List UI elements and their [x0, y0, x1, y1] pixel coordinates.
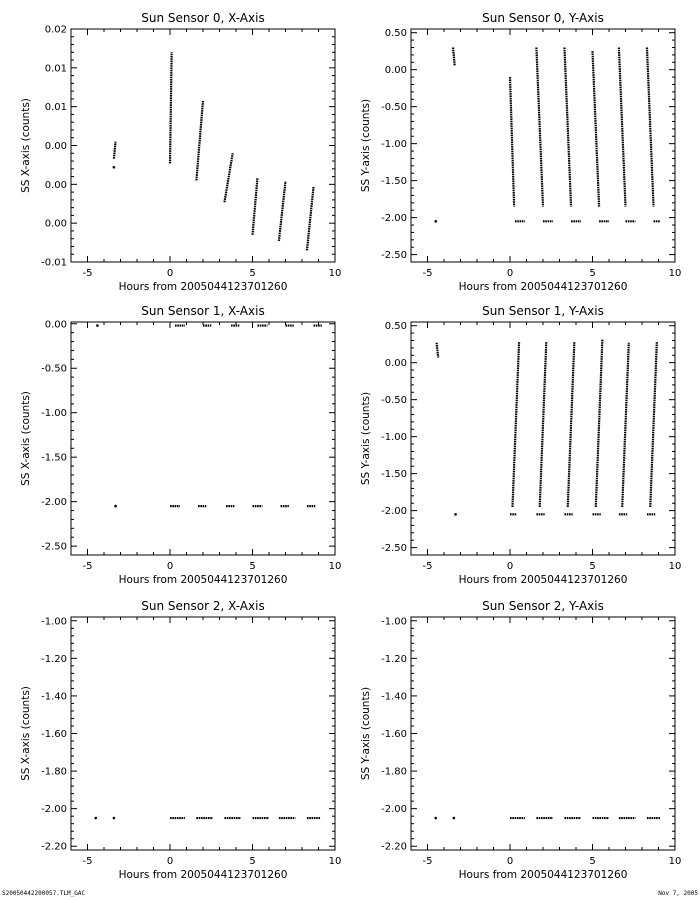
y-axis-label: SS Y-axis (counts) [360, 686, 372, 781]
data-point [94, 817, 97, 820]
y-axis-label: SS Y-axis (counts) [360, 98, 372, 193]
y-tick-label: -0.01 [41, 257, 67, 269]
y-axis-label: SS X-axis (counts) [20, 391, 32, 486]
y-tick-label: 0.01 [44, 63, 67, 75]
x-tick-label: 5 [249, 561, 256, 572]
x-tick-label: 5 [589, 561, 596, 572]
x-tick-label: 0 [166, 268, 174, 279]
y-tick-label: 0.02 [44, 24, 67, 36]
x-tick-label: 10 [668, 561, 682, 572]
data-point [453, 817, 456, 820]
x-tick-label: -5 [82, 561, 93, 572]
data-segment [593, 51, 600, 206]
data-segment [437, 343, 439, 358]
data-segment [596, 339, 603, 507]
y-axis-label: SS X-axis (counts) [20, 686, 32, 781]
y-tick-label: 0.00 [384, 65, 407, 77]
y-tick-label: 0.00 [384, 358, 407, 370]
chart-title: Sun Sensor 0, X-Axis [141, 11, 265, 25]
y-tick-label: -1.80 [381, 766, 407, 778]
data-segment [510, 77, 514, 206]
data-segment [196, 100, 203, 180]
data-segment [307, 187, 314, 251]
x-axis-label: Hours from 2005044123701260 [118, 281, 288, 293]
plot-frame [71, 29, 335, 262]
x-tick-label: 0 [506, 856, 514, 867]
y-tick-label: -2.00 [381, 804, 407, 816]
chart-panel-1 [360, 11, 681, 293]
data-segment [453, 47, 455, 65]
y-tick-label: -1.20 [41, 653, 67, 665]
plot-frame [71, 617, 335, 850]
data-segment [564, 47, 571, 206]
plot-frame [411, 322, 675, 555]
y-tick-label: -2.00 [381, 506, 407, 518]
y-tick-label: -2.00 [381, 213, 407, 225]
data-point [113, 166, 116, 169]
x-tick-label: -5 [82, 268, 93, 279]
x-tick-label: 10 [328, 268, 342, 279]
y-tick-label: 0.50 [384, 321, 407, 333]
chart-title: Sun Sensor 1, Y-Axis [482, 304, 604, 318]
x-tick-label: 0 [506, 268, 514, 279]
y-tick-label: -2.50 [381, 543, 407, 555]
x-axis-label: Hours from 2005044123701260 [118, 869, 288, 881]
data-segment [536, 47, 543, 206]
chart-title: Sun Sensor 1, X-Axis [141, 304, 265, 318]
data-segment [622, 343, 629, 507]
chart-panel-2 [20, 304, 341, 586]
chart-title: Sun Sensor 2, Y-Axis [482, 599, 604, 613]
data-segment [114, 142, 116, 159]
x-tick-label: 0 [166, 561, 174, 572]
x-axis-label: Hours from 2005044123701260 [458, 281, 628, 293]
y-tick-label: -1.00 [381, 432, 407, 444]
y-tick-label: -1.00 [381, 139, 407, 151]
y-tick-label: -1.60 [41, 729, 67, 740]
x-tick-label: -5 [82, 856, 93, 867]
data-point [113, 817, 116, 820]
data-point [114, 505, 117, 508]
x-tick-label: 10 [328, 561, 342, 572]
x-tick-label: 10 [668, 856, 682, 867]
y-tick-label: 0.50 [384, 28, 407, 40]
y-tick-label: -0.50 [41, 363, 67, 375]
y-tick-label: -2.20 [381, 841, 407, 853]
data-segment [619, 47, 626, 206]
y-tick-label: 0.00 [44, 179, 67, 191]
y-tick-label: -1.40 [381, 691, 407, 703]
data-point [434, 817, 437, 820]
plot-frame [411, 29, 675, 262]
y-tick-label: 0.00 [44, 319, 67, 331]
x-axis-label: Hours from 2005044123701260 [458, 869, 628, 881]
data-segment [253, 178, 258, 235]
y-tick-label: -1.20 [381, 653, 407, 665]
y-tick-label: -1.50 [381, 469, 407, 481]
y-tick-label: 0.01 [44, 102, 67, 114]
x-axis-label: Hours from 2005044123701260 [118, 574, 288, 586]
data-segment [650, 342, 657, 507]
chart-panel-4 [20, 599, 341, 881]
x-tick-label: 0 [506, 561, 514, 572]
data-segment [540, 342, 547, 507]
y-tick-label: -1.50 [41, 452, 67, 464]
y-tick-label: -1.00 [41, 616, 67, 628]
y-tick-label: -2.00 [41, 804, 67, 816]
y-tick-label: -1.50 [381, 176, 407, 188]
x-tick-label: 10 [668, 268, 682, 279]
y-tick-label: -1.60 [381, 729, 407, 740]
y-tick-label: -0.50 [381, 395, 407, 407]
plot-frame [71, 322, 335, 555]
x-tick-label: -5 [422, 856, 433, 867]
x-tick-label: 5 [589, 856, 596, 867]
data-point [96, 324, 99, 327]
y-tick-label: -2.20 [41, 841, 67, 853]
y-tick-label: -1.40 [41, 691, 67, 703]
chart-panel-3 [360, 304, 681, 586]
x-axis-label: Hours from 2005044123701260 [458, 574, 628, 586]
footer-filename: S20050442200057.TLM_GAC [2, 890, 86, 897]
data-segment [224, 153, 232, 202]
y-axis-label: SS Y-axis (counts) [360, 391, 372, 486]
x-tick-label: 5 [249, 268, 256, 279]
x-tick-label: 10 [328, 856, 342, 867]
chart-title: Sun Sensor 0, Y-Axis [482, 11, 604, 25]
y-tick-label: -0.50 [381, 102, 407, 114]
y-axis-label: SS X-axis (counts) [20, 98, 32, 193]
x-tick-label: 0 [166, 856, 174, 867]
y-tick-label: -2.50 [381, 250, 407, 262]
y-tick-label: -1.00 [381, 616, 407, 628]
chart-panel-0 [20, 11, 341, 293]
data-segment [512, 342, 519, 507]
y-tick-label: 0.00 [44, 141, 67, 152]
data-segment [647, 47, 654, 206]
footer-date: Nov 7, 2005 [658, 890, 698, 897]
x-tick-label: 5 [249, 856, 256, 867]
chart-title: Sun Sensor 2, X-Axis [141, 599, 265, 613]
y-tick-label: -2.50 [41, 541, 67, 553]
data-segment [568, 342, 575, 507]
y-tick-label: -1.80 [41, 766, 67, 778]
data-segment [170, 52, 172, 163]
y-tick-label: -2.00 [41, 497, 67, 509]
x-tick-label: 5 [589, 268, 596, 279]
x-tick-label: -5 [422, 268, 433, 279]
chart-panel-5 [360, 599, 681, 881]
data-segment [279, 181, 286, 241]
data-point [434, 220, 437, 223]
data-point [454, 513, 457, 516]
x-tick-label: -5 [422, 561, 433, 572]
plot-frame [411, 617, 675, 850]
y-tick-label: -1.00 [41, 408, 67, 420]
y-tick-label: 0.00 [44, 218, 67, 230]
